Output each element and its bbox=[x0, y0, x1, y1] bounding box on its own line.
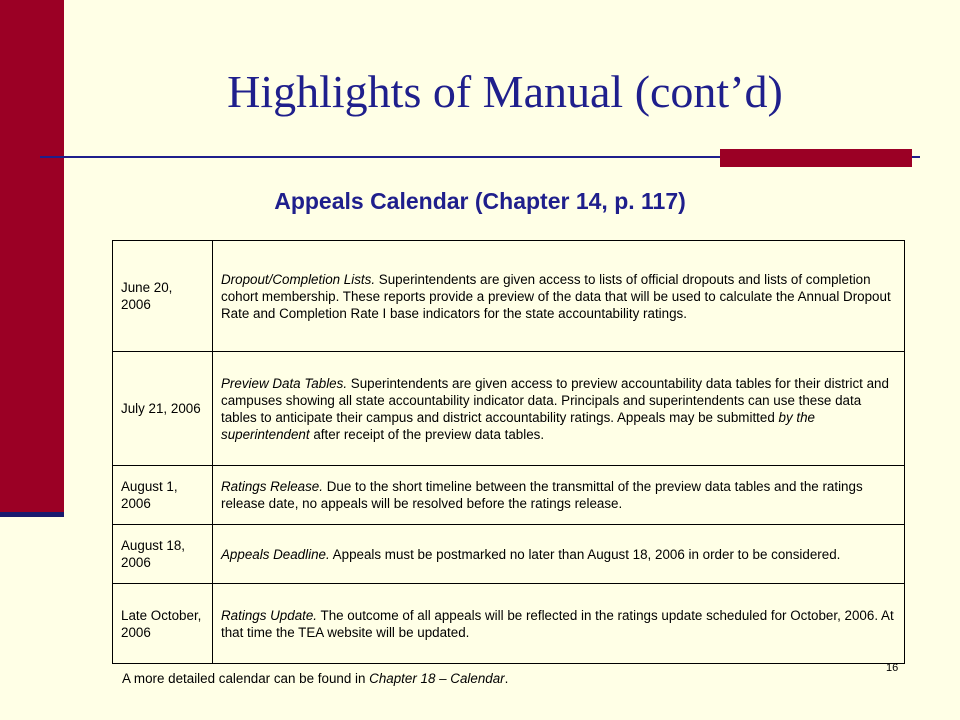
page-number: 16 bbox=[886, 662, 899, 674]
slide-title: Highlights of Manual (cont’d) bbox=[227, 66, 783, 117]
calendar-date: August 18, 2006 bbox=[113, 525, 213, 584]
calendar-heading: Appeals Deadline. bbox=[221, 546, 330, 562]
title-divider-accent bbox=[720, 149, 912, 167]
calendar-date: July 21, 2006 bbox=[113, 352, 213, 466]
appeals-calendar-table bbox=[112, 240, 905, 664]
calendar-description bbox=[213, 241, 905, 352]
calendar-description bbox=[213, 525, 905, 584]
table-row bbox=[113, 352, 905, 466]
calendar-emphasis: by the superintendent bbox=[221, 409, 815, 442]
footnote bbox=[122, 671, 508, 686]
footnote-suffix: . bbox=[504, 671, 509, 686]
left-accent-bar-shadow bbox=[0, 512, 64, 517]
calendar-date: August 1, 2006 bbox=[113, 466, 213, 525]
calendar-date: June 20, 2006 bbox=[113, 241, 213, 352]
calendar-text: Due to the short timeline between the transmittal of the preview data tables and the ratings release date, no appeals will be resolved before the ratings release. bbox=[221, 479, 863, 511]
calendar-description bbox=[213, 352, 905, 466]
table-row bbox=[113, 466, 905, 525]
calendar-date: Late October, 2006 bbox=[113, 584, 213, 664]
left-accent-bar bbox=[0, 0, 64, 512]
calendar-heading: Dropout/Completion Lists. bbox=[221, 271, 376, 287]
table-row bbox=[113, 525, 905, 584]
calendar-text: Superintendents are given access to preview accountability data tables for their district and campuses showing all state accountability indicator data. Principals and superintendents can use these data tables to anticipate their campus and district accountability ratings. Appeals may be submitted bbox=[221, 375, 889, 425]
calendar-heading: Ratings Release. bbox=[221, 479, 323, 494]
calendar-description bbox=[213, 466, 905, 525]
calendar-text: The outcome of all appeals will be reflected in the ratings update scheduled for October, 2006. At that time the TEA website will be updated. bbox=[221, 607, 894, 640]
table-row bbox=[113, 241, 905, 352]
footnote-prefix: A more detailed calendar can be found in bbox=[122, 671, 370, 686]
calendar-description bbox=[213, 584, 905, 664]
calendar-text-after: after receipt of the preview data tables. bbox=[309, 426, 545, 442]
footnote-reference: Chapter 18 – Calendar bbox=[369, 671, 505, 686]
slide-subtitle: Appeals Calendar (Chapter 14, p. 117) bbox=[274, 188, 686, 214]
calendar-heading: Preview Data Tables. bbox=[221, 375, 348, 391]
table-row bbox=[113, 584, 905, 664]
calendar-heading: Ratings Update. bbox=[221, 607, 318, 623]
calendar-text: Appeals must be postmarked no later than August 18, 2006 in order to be considered. bbox=[329, 546, 841, 562]
calendar-text: Superintendents are given access to lists of official dropouts and lists of completion cohort membership. These reports provide a preview of the data that will be used to calculate the Annual Dropout Rate and Completion Rate I base indicators for the state accountability ratings. bbox=[221, 271, 891, 321]
